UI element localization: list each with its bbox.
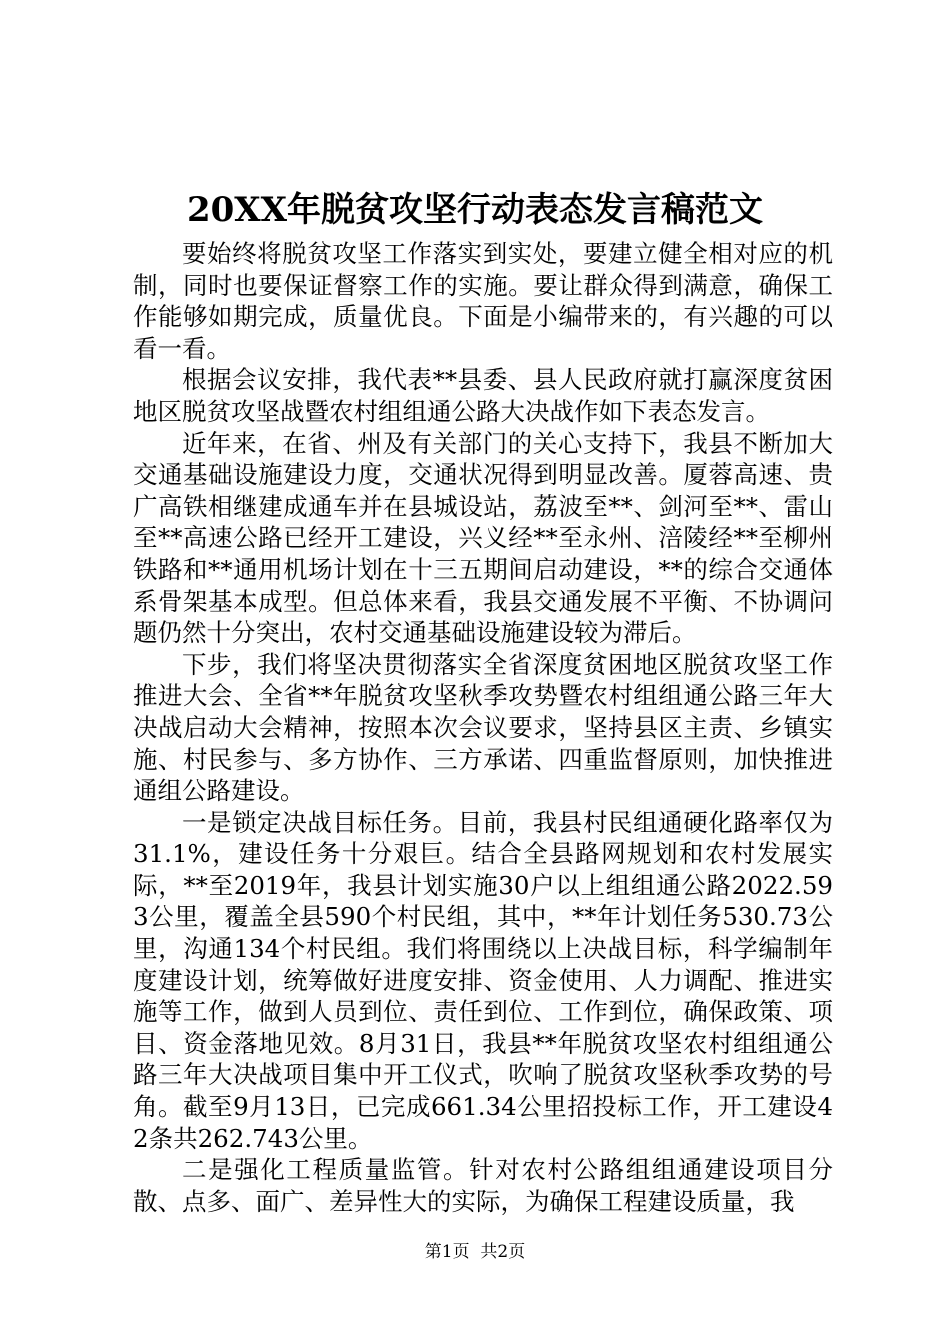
document-title: 20XX年脱贫攻坚行动表态发言稿范文 bbox=[186, 190, 764, 230]
paragraph-meeting: 根据会议安排，我代表**县委、县人民政府就打赢深度贫困地区脱贫攻坚战暨农村组组通公路大决战作如下表态发言。 bbox=[133, 365, 833, 426]
page-total: 共2页 bbox=[480, 1242, 526, 1262]
paragraph-next-steps: 下步，我们将坚决贯彻落实全省深度贫困地区脱贫攻坚工作推进大会、全省**年脱贫攻坚秋季攻势暨农村组组通公路三年大决战启动大会精神，按照本次会议要求，坚持县区主责、乡镇实施、村民参与、多方协作、三方承诺、四重监督原则，加快推进通组公路建设。 bbox=[133, 649, 833, 806]
footer-separator bbox=[470, 1242, 481, 1262]
paragraph-background: 近年来，在省、州及有关部门的关心支持下，我县不断加大交通基础设施建设力度，交通状况得到明显改善。厦蓉高速、贵广高铁相继建成通车并在县城设站，荔波至**、剑河至**、雷山至**高速公路已经开工建设，兴义经**至永州、涪陵经**至柳州铁路和**通用机场计划在十三五期间启动建设，**的综合交通体系骨架基本成型。但总体来看，我县交通发展不平衡、不协调问题仍然十分突出，农村交通基础设施建设较为滞后。 bbox=[133, 428, 833, 648]
paragraph-target-tasks: 一是锁定决战目标任务。目前，我县村民组通硬化路率仅为31.1%，建设任务十分艰巨。结合全县路网规划和农村发展实际，**至2019年，我县计划实施30户以上组组通公路2022.593公里，覆盖全县590个村民组，其中，**年计划任务530.73公里，沟通134个村民组。我们将围绕以上决战目标，科学编制年度建设计划，统筹做好进度安排、资金使用、人力调配、推进实施等工作，做到人员到位、责任到位、工作到位，确保政策、项目、资金落地见效。8月31日，我县**年脱贫攻坚农村组组通公路三年大决战项目集中开工仪式，吹响了脱贫攻坚秋季攻势的号角。截至9月13日，已完成661.34公里招投标工作，开工建设42条共262.743公里。 bbox=[133, 807, 833, 1153]
document-body bbox=[133, 238, 833, 1217]
page-footer bbox=[0, 1240, 950, 1264]
page-number: 第1页 bbox=[424, 1242, 470, 1262]
paragraph-intro: 要始终将脱贫攻坚工作落实到实处，要建立健全相对应的机制，同时也要保证督察工作的实施。要让群众得到满意，确保工作能够如期完成，质量优良。下面是小编带来的，有兴趣的可以看一看。 bbox=[133, 239, 833, 363]
paragraph-quality-supervision: 二是强化工程质量监管。针对农村公路组组通建设项目分散、点多、面广、差异性大的实际，为确保工程建设质量，我 bbox=[133, 1155, 833, 1216]
